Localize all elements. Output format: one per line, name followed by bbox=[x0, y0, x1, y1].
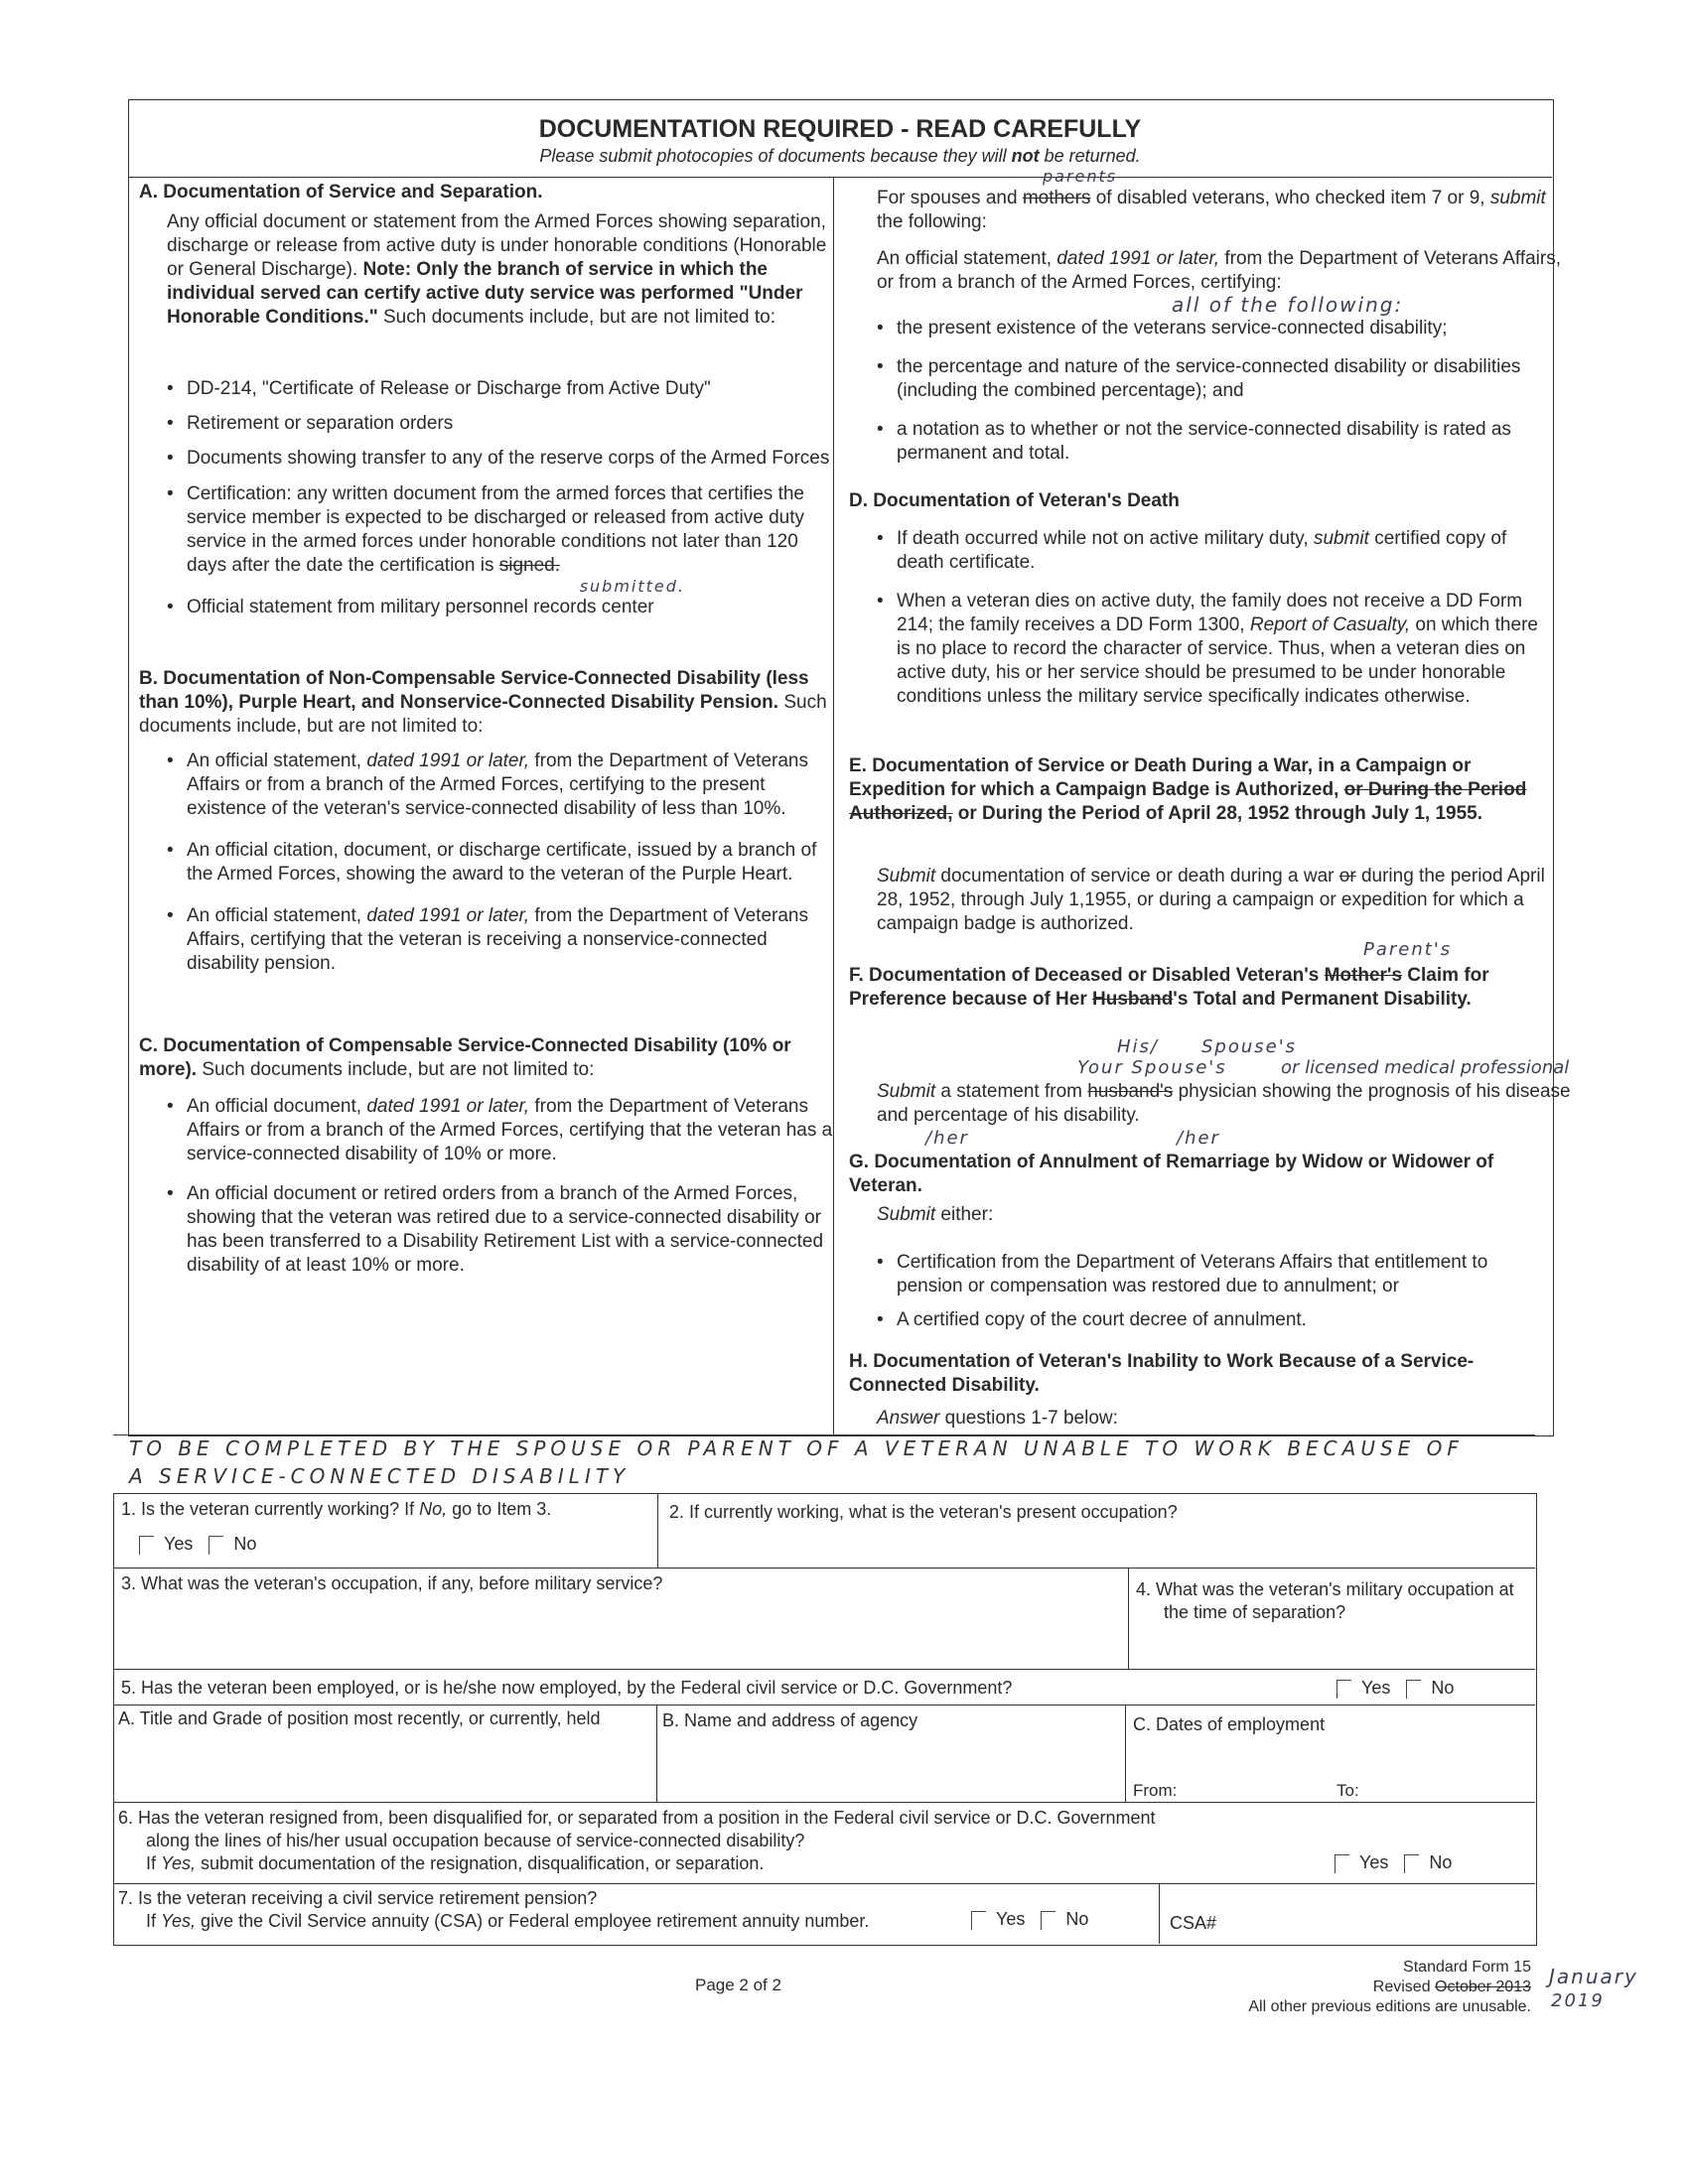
t: during the period April 28, 1952, through July 1,1955, or during a campaign or expedition for which a campaign badge is authorized. bbox=[877, 866, 1545, 934]
t: E. Documentation of Service or Death During a War, in a Campaign or Expedition for which a Campaign Badge is Authorized, bbox=[849, 755, 1472, 800]
question-3: 3. What was the veteran's occupation, if any, before military service? bbox=[121, 1573, 663, 1593]
t: 1. Is the veteran currently working? If bbox=[121, 1499, 420, 1519]
handwritten-submitted: submitted. bbox=[579, 577, 685, 596]
bullet: • Official statement from military personnel records center bbox=[139, 596, 834, 619]
bullet: • An official citation, document, or discharge certificate, issued by a branch of the Armed Forces, showing the award to the veteran of the Purple Heart. bbox=[139, 839, 834, 887]
a-text: Any official document or statement from the Armed Forces showing separation, discharge or release from active duty is under honorable conditions (Honorable or General Discharge). bbox=[167, 211, 827, 280]
t: Answer bbox=[877, 1408, 940, 1429]
t: certified copy of death certificate. bbox=[897, 528, 1507, 573]
bullet bbox=[849, 527, 1544, 575]
subtitle-bold: not bbox=[1011, 146, 1040, 166]
question-5a: A. Title and Grade of position most recently, or currently, held bbox=[118, 1708, 601, 1728]
t: dated 1991 or later, bbox=[366, 905, 530, 926]
q6-line1: 6. Has the veteran resigned from, been disqualified for, or separated from a position in the Federal civil service or D.C. Government bbox=[118, 1808, 1156, 1828]
bullet bbox=[139, 1095, 834, 1166]
section-d-heading: D. Documentation of Veteran's Death bbox=[849, 490, 1180, 511]
bullet bbox=[139, 904, 834, 976]
struck-text: Mother's bbox=[1324, 965, 1403, 986]
page-title: DOCUMENTATION REQUIRED - READ CAREFULLY bbox=[538, 115, 1142, 143]
handwritten-january: January bbox=[1549, 1965, 1638, 1988]
t: F. Documentation of Deceased or Disabled Veteran's bbox=[849, 965, 1325, 986]
from-label: From: bbox=[1133, 1781, 1178, 1800]
bullet: • Retirement or separation orders bbox=[139, 412, 834, 436]
yes-label: Yes bbox=[164, 1534, 194, 1554]
c-statement bbox=[849, 247, 1572, 295]
handwritten-her: /her bbox=[1177, 1128, 1220, 1149]
question-5c: C. Dates of employment bbox=[1133, 1714, 1326, 1734]
q5-options bbox=[1321, 1677, 1454, 1700]
handwritten-your-spouses: Your Spouse's bbox=[1077, 1057, 1227, 1078]
t: documentation of service or death during a war bbox=[935, 866, 1339, 887]
b-heading: B. Documentation of Non-Compensable Service-Connected Disability (less than 10%), Purple Heart, and Nonservice-Connected Disability Pension. bbox=[139, 668, 809, 713]
form-number: Standard Form 15 bbox=[1403, 1959, 1531, 1976]
t: An official document, bbox=[187, 1096, 367, 1117]
t: Report of Casualty, bbox=[1249, 614, 1411, 635]
section-a-bullets bbox=[139, 377, 834, 619]
q7-no-checkbox[interactable] bbox=[1041, 1911, 1055, 1930]
section-h-heading: H. Documentation of Veteran's Inability to Work Because of a Service-Connected Disability. bbox=[849, 1351, 1475, 1396]
handwritten-parents-f: Parent's bbox=[1363, 939, 1453, 960]
struck-text: October 2013 bbox=[1435, 1979, 1531, 1995]
handwritten-instruction-line1: TO BE COMPLETED BY THE SPOUSE OR PARENT OF A VETERAN UNABLE TO WORK BECAUSE OF bbox=[129, 1436, 1464, 1460]
t: An official statement, bbox=[877, 248, 1057, 269]
h-body bbox=[849, 1407, 1572, 1431]
e-body bbox=[849, 865, 1572, 936]
question-1 bbox=[121, 1498, 551, 1521]
t: submit documentation of the resignation, disqualification, or separation. bbox=[196, 1853, 765, 1873]
t: a statement from bbox=[935, 1081, 1088, 1102]
divider bbox=[113, 1568, 1535, 1569]
t: from the Department of Veterans Affairs, certifying that the veteran is receiving a nonservice-connected disability pension. bbox=[187, 905, 808, 974]
b-body: Such documents include, but are not limited to: bbox=[139, 692, 827, 737]
q6-line2: along the lines of his/her usual occupation because of service-connected disability? bbox=[146, 1831, 805, 1850]
yes-label: Yes bbox=[1359, 1852, 1389, 1872]
t: from the Department of Veterans Affairs or from a branch of the Armed Forces, certifying to the present existence of the veteran's service-connected disability of less than 10%. bbox=[187, 751, 808, 819]
subtitle-text: Please submit photocopies of documents because they will bbox=[539, 146, 1012, 166]
divider bbox=[113, 1434, 1535, 1435]
handwritten-her: /her bbox=[925, 1128, 969, 1149]
divider bbox=[657, 1493, 658, 1568]
question-4: 4. What was the veteran's military occupation at the time of separation? bbox=[1136, 1579, 1514, 1622]
t: dated 1991 or later, bbox=[1056, 248, 1220, 269]
t: If bbox=[146, 1853, 162, 1873]
c-heading: C. Documentation of Compensable Service-Connected Disability (10% or more). bbox=[139, 1035, 791, 1080]
bullet: • A certified copy of the court decree of annulment. bbox=[849, 1308, 1544, 1332]
q7-line1: 7. Is the veteran receiving a civil service retirement pension? bbox=[118, 1888, 598, 1908]
t: Revised bbox=[1372, 1979, 1436, 1995]
section-c-bullets bbox=[139, 1095, 834, 1278]
bullet: • the percentage and nature of the service-connected disability or disabilities (including the combined percentage); and bbox=[849, 355, 1544, 403]
question-7 bbox=[118, 1887, 869, 1933]
no-label: No bbox=[1065, 1909, 1089, 1929]
q1-yes-checkbox[interactable] bbox=[139, 1536, 154, 1555]
q1-no-checkbox[interactable] bbox=[209, 1536, 223, 1555]
struck-text: Husband bbox=[1092, 989, 1174, 1010]
t: dated 1991 or later, bbox=[366, 751, 530, 771]
q6-options bbox=[1319, 1851, 1452, 1874]
subtitle-end: be returned. bbox=[1039, 146, 1141, 166]
divider bbox=[113, 1802, 1535, 1803]
to-label: To: bbox=[1336, 1781, 1359, 1800]
t: submit bbox=[1313, 528, 1369, 549]
g-body bbox=[849, 1203, 1572, 1227]
c-body: Such documents include, but are not limited to: bbox=[197, 1059, 595, 1080]
q6-no-checkbox[interactable] bbox=[1404, 1854, 1419, 1873]
struck-text: or During the Period Authorized, bbox=[849, 779, 1527, 824]
yes-label: Yes bbox=[1361, 1678, 1391, 1698]
no-label: No bbox=[1431, 1678, 1455, 1698]
section-b-heading bbox=[139, 667, 834, 739]
t: submit bbox=[1489, 188, 1546, 208]
t: Submit bbox=[877, 1081, 936, 1102]
g-bullets bbox=[849, 1251, 1544, 1332]
t: the following: bbox=[877, 211, 987, 232]
t: give the Civil Service annuity (CSA) or Federal employee retirement annuity number. bbox=[196, 1911, 870, 1931]
d-bullets bbox=[849, 527, 1544, 709]
divider bbox=[113, 1669, 1535, 1670]
a-note: Note: Only the branch of service in which the individual served can certify active duty service was performed "Under Honorable Conditions." bbox=[167, 259, 803, 328]
q6-yes-checkbox[interactable] bbox=[1335, 1854, 1349, 1873]
f-body bbox=[849, 1080, 1572, 1128]
section-g-heading: G. Documentation of Annulment of Remarriage by Widow or Widower of Veteran. bbox=[849, 1152, 1494, 1196]
divider bbox=[656, 1705, 657, 1802]
bullet: • a notation as to whether or not the service-connected disability is rated as permanent and total. bbox=[849, 418, 1544, 466]
divider bbox=[1159, 1883, 1160, 1944]
c-bullets bbox=[849, 317, 1544, 466]
divider bbox=[128, 177, 1552, 178]
section-c-heading bbox=[139, 1034, 834, 1082]
t: on which there is no place to record the character of service. Thus, when a veteran dies on active duty, his or her service should be presumed to be under honorable conditions unless the military service specifically indicates otherwise. bbox=[897, 614, 1538, 707]
t: Claim for Preference because of Her bbox=[849, 965, 1489, 1010]
t: of disabled veterans, who checked item 7 or 9, bbox=[1090, 188, 1490, 208]
handwritten-all-following: all of the following: bbox=[1172, 293, 1404, 317]
t: For spouses and bbox=[877, 188, 1023, 208]
editions-note: All other previous editions are unusable. bbox=[1248, 1998, 1531, 2015]
section-b-bullets bbox=[139, 750, 834, 976]
q7-options bbox=[955, 1908, 1088, 1931]
q7-line2 bbox=[118, 1910, 869, 1933]
t: questions 1-7 below: bbox=[939, 1408, 1118, 1429]
t: An official statement, bbox=[187, 751, 367, 771]
bullet: • Certification from the Department of Veterans Affairs that entitlement to pension or compensation was restored due to annulment; or bbox=[849, 1251, 1544, 1298]
t: Submit bbox=[877, 866, 936, 887]
t: 's Total and Permanent Disability. bbox=[1173, 989, 1472, 1010]
divider bbox=[113, 1883, 1535, 1884]
t: Yes, bbox=[161, 1911, 197, 1931]
struck-text: signed. bbox=[498, 555, 561, 576]
bullet bbox=[139, 750, 834, 821]
t: If bbox=[146, 1911, 162, 1931]
struck-text: husband's bbox=[1087, 1081, 1174, 1102]
question-5b: B. Name and address of agency bbox=[662, 1710, 918, 1730]
revision-date bbox=[1373, 1978, 1531, 1997]
t: physician showing the prognosis of his disease and percentage of his disability. bbox=[877, 1081, 1571, 1126]
divider bbox=[1128, 1568, 1129, 1669]
bullet: • Documents showing transfer to any of the reserve corps of the Armed Forces bbox=[139, 447, 834, 471]
divider bbox=[113, 1705, 1535, 1706]
section-a-body bbox=[139, 210, 832, 330]
struck-text: or bbox=[1338, 866, 1356, 887]
t: Submit bbox=[877, 1204, 936, 1225]
t: When a veteran dies on active duty, the family does not receive a DD Form 214; the family receives a DD Form 1300, bbox=[897, 591, 1523, 635]
t: or During the Period of April 28, 1952 through July 1, 1955. bbox=[952, 803, 1483, 824]
question-5: 5. Has the veteran been employed, or is he/she now employed, by the Federal civil service or D.C. Government? bbox=[121, 1678, 1013, 1698]
q5-yes-checkbox[interactable] bbox=[1336, 1680, 1351, 1699]
bullet-text: Certification: any written document from the armed forces that certifies the service member is expected to be discharged or released from active duty service in the armed forces under honorable conditions not later than 120 days after the date the certification is bbox=[187, 483, 805, 576]
bullet: • DD-214, "Certificate of Release or Discharge from Active Duty" bbox=[139, 377, 834, 401]
no-label: No bbox=[1429, 1852, 1453, 1872]
a-text-end: Such documents include, but are not limited to: bbox=[377, 307, 776, 328]
csa-field-label: CSA# bbox=[1170, 1913, 1217, 1933]
t: from the Department of Veterans Affairs, or from a branch of the Armed Forces, certifying: bbox=[877, 248, 1561, 293]
question-2: 2. If currently working, what is the veteran's present occupation? bbox=[669, 1502, 1178, 1522]
page-subtitle bbox=[128, 145, 1552, 167]
section-e-heading bbox=[849, 754, 1544, 826]
handwritten-instruction-line2: A SERVICE-CONNECTED DISABILITY bbox=[129, 1464, 631, 1488]
no-label: No bbox=[233, 1534, 257, 1554]
c-intro bbox=[849, 187, 1572, 234]
t: Yes, bbox=[161, 1853, 197, 1873]
section-f-heading bbox=[849, 964, 1544, 1012]
handwritten-parents: parents bbox=[1043, 167, 1118, 186]
struck-text: mothers bbox=[1022, 188, 1091, 208]
t: No, bbox=[419, 1499, 448, 1519]
q7-yes-checkbox[interactable] bbox=[971, 1911, 986, 1930]
q5-no-checkbox[interactable] bbox=[1406, 1680, 1421, 1699]
handwritten-spouses: Spouse's bbox=[1201, 1036, 1298, 1057]
t: An official statement, bbox=[187, 905, 367, 926]
bullet bbox=[139, 482, 834, 578]
page-number: Page 2 of 2 bbox=[695, 1976, 781, 1994]
t: either: bbox=[935, 1204, 994, 1225]
handwritten-2019: 2019 bbox=[1551, 1990, 1605, 2011]
bullet: • An official document or retired orders from a branch of the Armed Forces, showing that the veteran was retired due to a service-connected disability or has been transferred to a Disability Retirement List with a service-connected disability of at least 10% or more. bbox=[139, 1182, 834, 1278]
handwritten-his: His/ bbox=[1117, 1036, 1159, 1057]
question-6 bbox=[118, 1807, 1156, 1875]
t: If death occurred while not on active military duty, bbox=[897, 528, 1314, 549]
section-a-heading: A. Documentation of Service and Separation. bbox=[139, 182, 543, 203]
bullet bbox=[849, 590, 1544, 709]
t: dated 1991 or later, bbox=[366, 1096, 530, 1117]
q6-line3 bbox=[118, 1852, 1156, 1875]
q1-options bbox=[121, 1533, 256, 1556]
handwritten-licensed-professional: or licensed medical professional bbox=[1281, 1057, 1570, 1078]
bullet: • the present existence of the veterans service-connected disability; bbox=[849, 317, 1544, 341]
yes-label: Yes bbox=[996, 1909, 1026, 1929]
t: from the Department of Veterans Affairs or from a branch of the Armed Forces, certifying that the veteran has a service-connected disability of 10% or more. bbox=[187, 1096, 833, 1164]
t: go to Item 3. bbox=[447, 1499, 552, 1519]
divider bbox=[1125, 1705, 1126, 1802]
